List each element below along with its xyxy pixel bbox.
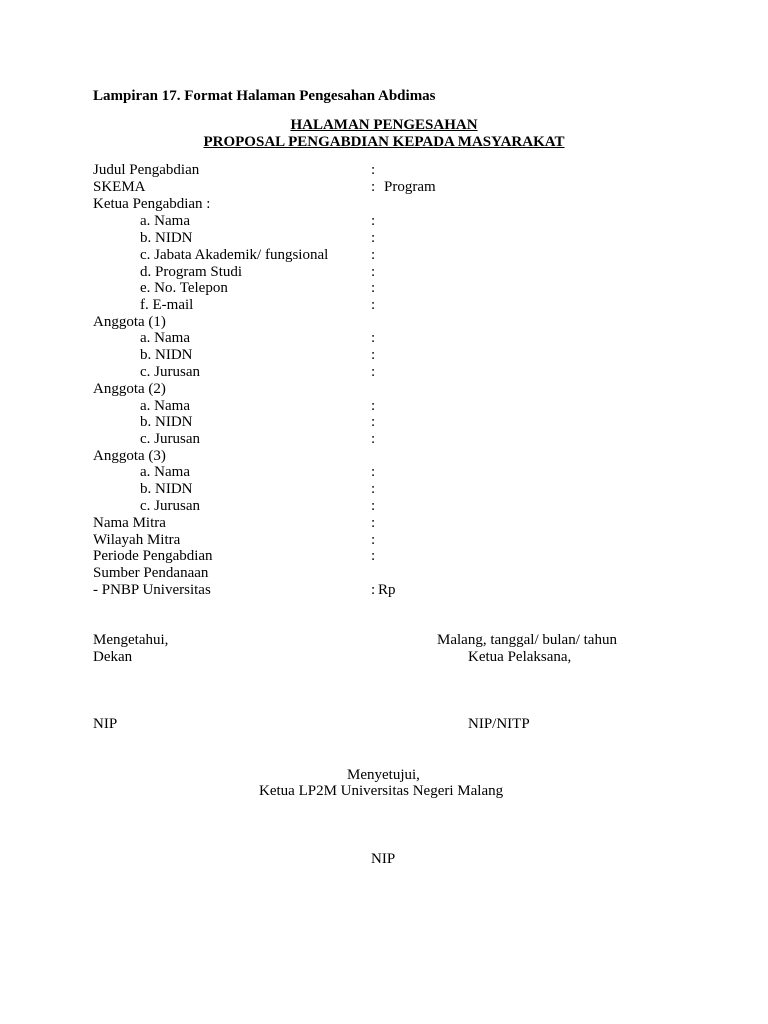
field-colon: : [371,330,376,346]
field-colon: : [371,398,376,414]
field-label: a. Nama [140,398,190,414]
page-title-line1: HALAMAN PENGESAHAN [290,117,478,133]
field-label: a. Nama [140,464,190,480]
field-label: d. Program Studi [140,264,243,280]
section-label: Anggota (2) [93,381,166,397]
field-colon: : [371,162,376,178]
field-label: c. Jurusan [140,498,200,514]
field-colon: : [371,582,376,598]
field-colon: : [371,481,376,497]
field-colon: : [371,548,376,564]
field-label: c. Jabata Akademik/ fungsional [140,247,329,263]
field-value: Rp [378,582,396,598]
field-label: b. NIDN [140,414,193,430]
signature-bottom-line1: Menyetujui, [347,767,420,783]
field-colon: : [371,498,376,514]
field-colon: : [371,515,376,531]
signature-right-line2: Ketua Pelaksana, [468,649,572,665]
field-label: b. NIDN [140,481,193,497]
field-colon: : [371,431,376,447]
field-label: f. E-mail [140,297,194,313]
field-value: Program [384,179,436,195]
field-label: a. Nama [140,213,190,229]
signature-bottom-line2: Ketua LP2M Universitas Negeri Malang [259,783,504,799]
field-colon: : [371,230,376,246]
signature-left-nip: NIP [93,716,118,732]
field-label: Periode Pengabdian [93,548,213,564]
field-label: SKEMA [93,179,146,195]
field-label: b. NIDN [140,347,193,363]
field-label: b. NIDN [140,230,193,246]
field-colon: : [371,464,376,480]
field-colon: : [371,297,376,313]
field-label: Judul Pengabdian [93,162,200,178]
signature-left-line2: Dekan [93,649,133,665]
page-title-line2: PROPOSAL PENGABDIAN KEPADA MASYARAKAT [203,134,565,150]
field-label: c. Jurusan [140,364,200,380]
signature-left-line1: Mengetahui, [93,632,169,648]
section-label: Ketua Pengabdian : [93,196,211,212]
section-label: Sumber Pendanaan [93,565,209,581]
field-colon: : [371,414,376,430]
field-colon: : [371,347,376,363]
field-colon: : [371,264,376,280]
field-label: Wilayah Mitra [93,532,181,548]
signature-right-nip: NIP/NITP [468,716,530,732]
field-label: - PNBP Universitas [93,582,211,598]
signature-right-line1: Malang, tanggal/ bulan/ tahun [437,632,617,648]
section-label: Anggota (3) [93,448,166,464]
appendix-heading: Lampiran 17. Format Halaman Pengesahan Abdimas [93,88,436,104]
field-label: c. Jurusan [140,431,200,447]
field-colon: : [371,532,376,548]
field-label: e. No. Telepon [140,280,228,296]
field-colon: : [371,213,376,229]
field-colon: : [371,247,376,263]
field-label: a. Nama [140,330,190,346]
field-label: Nama Mitra [93,515,166,531]
field-colon: : [371,179,376,195]
signature-bottom-nip: NIP [371,851,396,867]
field-colon: : [371,280,376,296]
section-label: Anggota (1) [93,314,166,330]
field-colon: : [371,364,376,380]
